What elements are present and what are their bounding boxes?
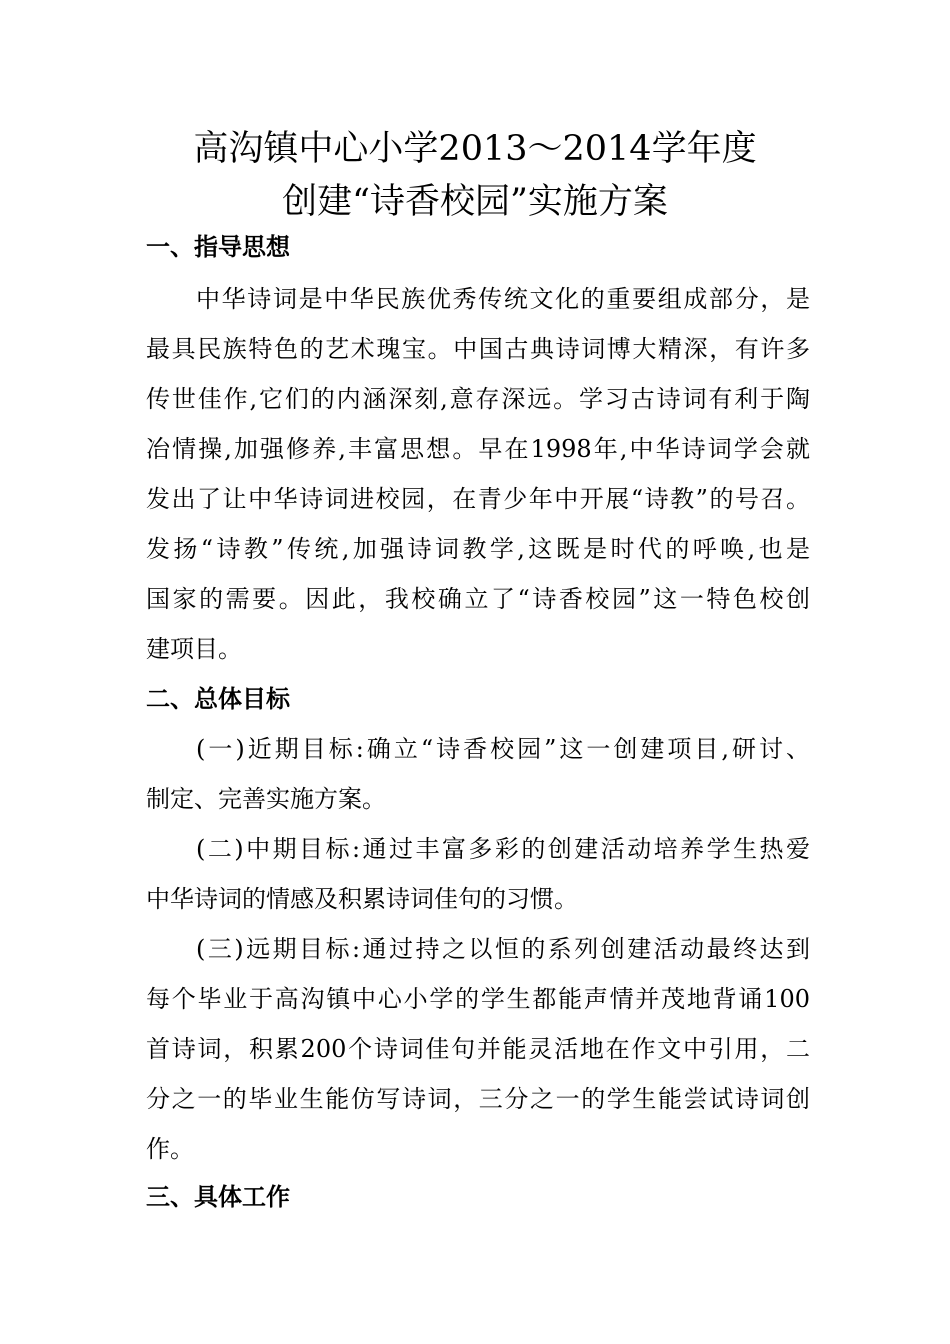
paragraph-line: 建项目。 [146, 635, 242, 663]
goal-line: 分之一的毕业生能仿写诗词，三分之一的学生能尝试诗词创 [146, 1085, 810, 1113]
goal-line: (二)中期目标:通过丰富多彩的创建活动培养学生热爱 [196, 835, 810, 863]
paragraph-line: 最具民族特色的艺术瑰宝。中国古典诗词博大精深，有许多 [146, 335, 810, 363]
goal-line: (三)远期目标:通过持之以恒的系列创建活动最终达到 [196, 935, 810, 963]
paragraph-line: 中华诗词是中华民族优秀传统文化的重要组成部分，是 [196, 285, 810, 313]
section-heading-guiding-thought: 一、指导思想 [146, 233, 290, 261]
section-heading-overall-goals: 二、总体目标 [146, 685, 290, 713]
goal-line: 首诗词，积累200个诗词佳句并能灵活地在作文中引用，二 [146, 1035, 810, 1063]
goal-line: 中华诗词的情感及积累诗词佳句的习惯。 [146, 885, 578, 913]
goal-line: (一)近期目标:确立“诗香校园”这一创建项目,研讨、 [196, 735, 810, 763]
goal-line: 每个毕业于高沟镇中心小学的学生都能声情并茂地背诵100 [146, 985, 810, 1013]
document-title-line-1: 高沟镇中心小学2013～2014学年度 [193, 129, 757, 169]
paragraph-line: 传世佳作,它们的内涵深刻,意存深远。学习古诗词有利于陶 [146, 385, 810, 413]
document-title-line-2: 创建“诗香校园”实施方案 [282, 182, 668, 222]
goal-line: 作。 [146, 1135, 194, 1163]
paragraph-line: 发出了让中华诗词进校园，在青少年中开展“诗教”的号召。 [146, 485, 810, 513]
goal-line: 制定、完善实施方案。 [146, 785, 386, 813]
paragraph-line: 发扬“诗教”传统,加强诗词教学,这既是时代的呼唤,也是 [146, 535, 810, 563]
paragraph-line: 国家的需要。因此，我校确立了“诗香校园”这一特色校创 [146, 585, 810, 613]
section-heading-specific-work: 三、具体工作 [146, 1183, 290, 1211]
paragraph-line: 冶情操,加强修养,丰富思想。早在1998年,中华诗词学会就 [146, 435, 810, 463]
